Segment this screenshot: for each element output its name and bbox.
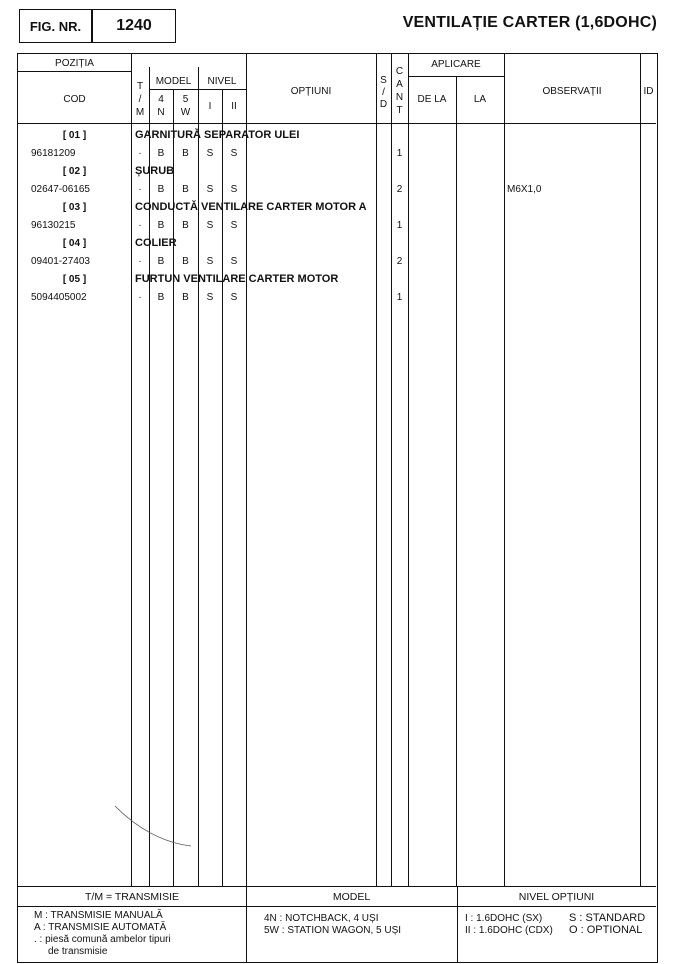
part-model-5w: B (182, 292, 189, 303)
part-model-4n: B (157, 292, 165, 303)
legend-model-title: MODEL (332, 891, 371, 903)
part-nivel-i: S (206, 256, 214, 267)
figure-number: 1240 (116, 17, 152, 34)
part-code: 02647-06165 (31, 184, 90, 195)
part-nivel-ii: S (230, 256, 238, 267)
part-nivel-ii: S (230, 292, 238, 303)
part-quantity: 2 (396, 256, 403, 267)
part-nivel-i: S (206, 184, 214, 195)
header-5w-bottom: W (180, 107, 191, 118)
legend-nivel-i: I : 1.6DOHC (SX) (465, 913, 543, 924)
legend-tm-common: . : piesă comună ambelor tipuri (34, 934, 171, 945)
legend-tm-common-cont: de transmisie (48, 946, 108, 957)
header-4n-bottom: N (157, 107, 165, 118)
part-nivel-ii: S (230, 220, 238, 231)
part-position: [ 02 ] (62, 166, 87, 177)
part-name: COLIER (135, 237, 177, 249)
header-cant-4: T (396, 105, 403, 116)
part-model-5w: B (182, 256, 189, 267)
part-nivel-ii: S (230, 148, 238, 159)
part-position: [ 03 ] (62, 202, 87, 213)
part-model-5w: B (182, 184, 189, 195)
part-name: CONDUCTĂ VENTILARE CARTER MOTOR A (135, 201, 367, 213)
col-line-dela (408, 54, 409, 886)
part-nivel-i: S (206, 220, 214, 231)
header-sd-3: D (379, 99, 388, 110)
header-la: LA (473, 94, 487, 105)
part-position: [ 04 ] (62, 238, 87, 249)
page-title: VENTILAȚIE CARTER (1,6DOHC) (402, 14, 657, 31)
col-line-optiuni (246, 54, 247, 886)
header-tm-3: M (135, 107, 145, 118)
header-cant-1: C (395, 66, 404, 77)
part-nivel-ii: S (230, 184, 238, 195)
part-position: [ 01 ] (62, 130, 87, 141)
part-name: ȘURUB (135, 165, 175, 177)
part-code: 96130215 (31, 220, 76, 231)
legend-top-line (18, 886, 656, 887)
header-tm-2: / (138, 94, 142, 105)
pozitia-underline (18, 71, 131, 72)
part-tm: . (138, 254, 142, 265)
col-line-observatii (504, 54, 505, 886)
legend-code-optional: O : OPTIONAL (569, 924, 643, 936)
model-nivel-underline (149, 89, 246, 90)
legend-code-standard: S : STANDARD (569, 912, 646, 924)
col-line-id (640, 54, 641, 886)
col-line-la (456, 76, 457, 886)
header-tm-1: T (136, 81, 144, 92)
header-4n-top: 4 (158, 94, 164, 105)
header-de-la: DE LA (417, 94, 447, 105)
part-quantity: 1 (396, 148, 403, 159)
legend-model-4n: 4N : NOTCHBACK, 4 UȘI (264, 913, 379, 924)
header-observatii: OBSERVAȚII (542, 86, 602, 97)
part-tm: . (138, 218, 142, 229)
header-pozitia: POZIȚIA (55, 58, 94, 69)
pen-scribble (113, 804, 203, 854)
part-code: 09401-27403 (31, 256, 90, 267)
part-quantity: 1 (396, 292, 403, 303)
legend-nivel-title: NIVEL OPȚIUNI (518, 891, 595, 903)
header-sd-2: / (382, 87, 385, 98)
parts-table (17, 53, 658, 963)
col-line-cant (391, 54, 392, 886)
part-code: 96181209 (31, 148, 76, 159)
part-code: 5094405002 (31, 292, 87, 303)
part-model-4n: B (157, 184, 165, 195)
header-nivel: NIVEL (207, 76, 237, 87)
part-model-5w: B (182, 148, 189, 159)
header-5w-top: 5 (182, 94, 189, 105)
legend-model-5w: 5W : STATION WAGON, 5 UȘI (264, 925, 402, 936)
header-cant-3: N (395, 92, 404, 103)
part-tm: . (138, 146, 142, 157)
header-id: ID (643, 86, 654, 97)
header-cod: COD (63, 94, 86, 105)
legend-title-line (18, 906, 656, 907)
part-model-4n: B (157, 148, 165, 159)
part-nivel-i: S (206, 148, 214, 159)
header-model: MODEL (155, 76, 192, 87)
legend-tm-auto: A : TRANSMISIE AUTOMATĂ (34, 922, 167, 933)
header-aplicare: APLICARE (431, 59, 481, 70)
part-quantity: 2 (396, 184, 403, 195)
part-observation: M6X1,0 (507, 184, 542, 195)
col-line-sd (376, 54, 377, 886)
part-nivel-i: S (206, 292, 214, 303)
part-quantity: 1 (396, 220, 403, 231)
legend-tm-manual: M : TRANSMISIE MANUALĂ (34, 910, 163, 921)
header-nivel-i: I (208, 101, 212, 112)
col-line-tm (131, 54, 132, 886)
part-name: GARNITURĂ SEPARATOR ULEI (135, 129, 300, 141)
legend-nivel-ii: II : 1.6DOHC (CDX) (465, 925, 553, 936)
header-optiuni: OPȚIUNI (290, 86, 332, 97)
part-model-4n: B (157, 220, 165, 231)
figure-label: FIG. NR. (29, 18, 82, 34)
aplicare-underline (408, 76, 504, 77)
header-cant-2: A (396, 79, 403, 90)
header-sd-1: S (380, 75, 387, 86)
part-model-4n: B (157, 256, 165, 267)
part-tm: . (138, 182, 142, 193)
header-nivel-ii: II (231, 101, 237, 112)
part-model-5w: B (182, 220, 189, 231)
header-bottom-line (18, 123, 656, 124)
part-name: FURTUN VENTILARE CARTER MOTOR (135, 273, 339, 285)
part-tm: . (138, 290, 142, 301)
part-position: [ 05 ] (62, 274, 87, 285)
figure-number-box (19, 9, 176, 43)
legend-tm-title: T/M = TRANSMISIE (84, 891, 180, 903)
